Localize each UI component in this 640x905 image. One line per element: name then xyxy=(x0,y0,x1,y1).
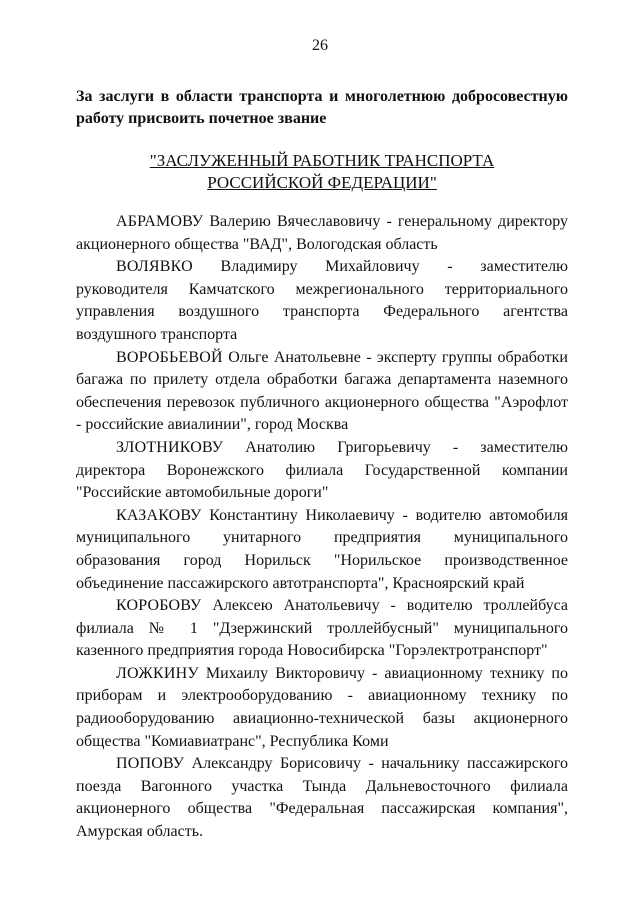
awardee-list xyxy=(76,211,568,844)
awardee-entry xyxy=(76,505,568,595)
awardee-surname: ВОРОБЬЕВОЙ xyxy=(116,348,223,366)
decree-intro: За заслуги в области транспорта и многолетнюю добросовестную работу присвоить почетное звание xyxy=(76,88,568,127)
awardee-entry xyxy=(76,347,568,437)
awardee-surname: КОРОБОВУ xyxy=(116,597,202,615)
awardee-details: Валерию Вячеславовичу - генеральному директору акционерного общества "ВАД", Вологодская область xyxy=(76,213,568,253)
awardee-entry xyxy=(76,595,568,663)
awardee-surname: КАЗАКОВУ xyxy=(116,506,202,524)
awardee-entry xyxy=(76,256,568,346)
awardee-details: Михаилу Викторовичу - авиационному технику по приборам и электрооборудованию - авиационному технику по радиооборудованию авиационно-технической базы акционерного общества "Комиавиатранс", Республика Коми xyxy=(76,664,568,750)
honorary-title xyxy=(76,150,568,194)
awardee-entry xyxy=(76,211,568,256)
awardee-entry xyxy=(76,663,568,753)
honorary-title-line-1: "ЗАСЛУЖЕННЫЙ РАБОТНИК ТРАНСПОРТА xyxy=(149,151,495,170)
honorary-title-line-2: РОССИЙСКОЙ ФЕДЕРАЦИИ" xyxy=(207,173,437,192)
awardee-surname: ЗЛОТНИКОВУ xyxy=(116,438,224,456)
awardee-details: Александру Борисовичу - начальнику пассажирского поезда Вагонного участка Тында Дальневосточного филиала акционерного общества "Федеральная пассажирская компания", Амурская область. xyxy=(76,755,568,841)
page-number: 26 xyxy=(312,37,328,54)
awardee-surname: ПОПОВУ xyxy=(116,755,185,773)
awardee-details: Владимиру Михайловичу - заместителю руководителя Камчатского межрегионального территориального управления воздушного транспорта Федерального агентства воздушного транспорта xyxy=(76,258,568,343)
awardee-surname: АБРАМОВУ xyxy=(116,213,204,230)
awardee-surname: ЛОЖКИНУ xyxy=(116,664,199,682)
awardee-details: Константину Николаевичу - водителю автомобиля муниципального унитарного предприятия муниципального образования город Норильск "Норильское производственное объединение пассажирского автотранспорта", Красноярский край xyxy=(76,506,568,592)
awardee-surname: ВОЛЯВКО xyxy=(116,258,193,276)
awardee-details: Алексею Анатольевичу - водителю троллейбуса филиала № 1 "Дзержинский троллейбусный" муниципального казенного предприятия города Новосибирска "Горэлектротранспорт" xyxy=(76,597,568,660)
awardee-entry xyxy=(76,753,568,843)
awardee-entry xyxy=(76,437,568,505)
awardee-details: Ольге Анатольевне - эксперту группы обработки багажа по прилету отдела обработки багажа департамента наземного обеспечения перевозок публичного акционерного общества "Аэрофлот - российские авиалинии", город Москва xyxy=(76,348,568,434)
awardee-details: Анатолию Григорьевичу - заместителю директора Воронежского филиала Государственной компании "Российские автомобильные дороги" xyxy=(76,438,568,502)
